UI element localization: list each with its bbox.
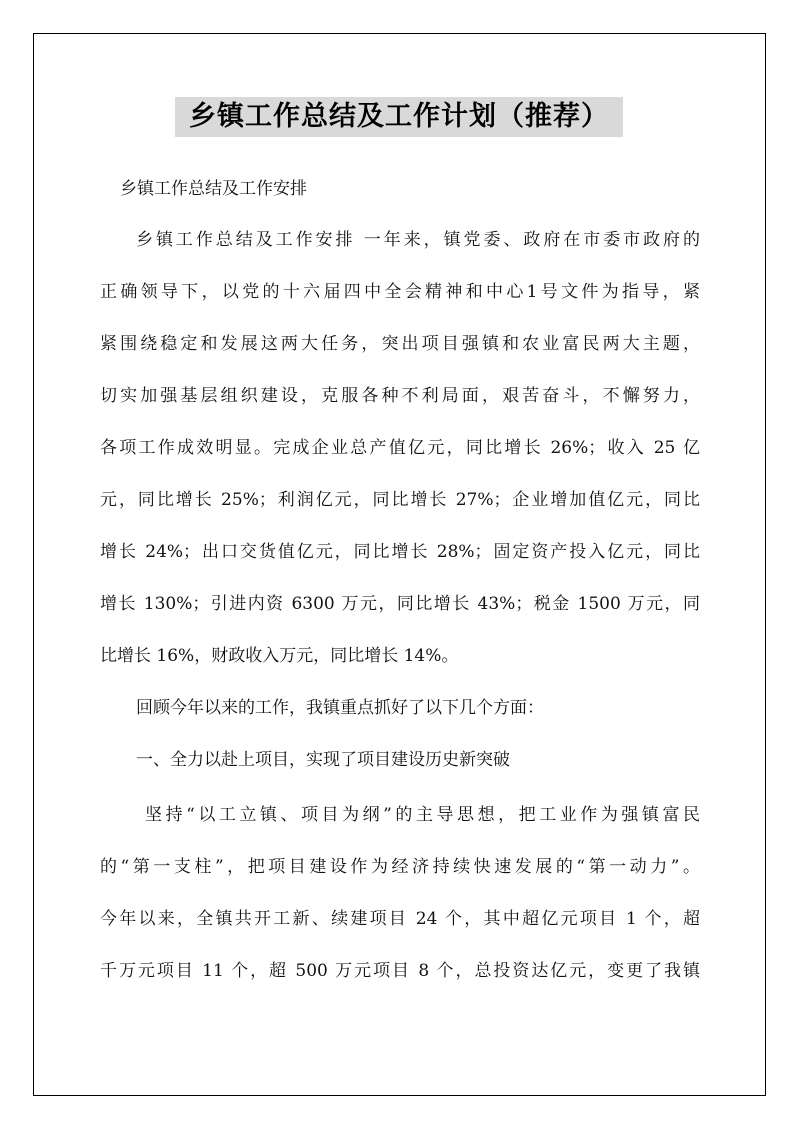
paragraph-1-line-8: 增长 130%；引进内资 6300 万元，同比增长 43%；税金 1500 万元，同 bbox=[100, 594, 700, 614]
paragraph-1-line-2: 正确领导下，以党的十六届四中全会精神和中心1号文件为指导，紧 bbox=[100, 282, 700, 302]
paragraph-1-line-3: 紧围绕稳定和发展这两大任务，突出项目强镇和农业富民两大主题， bbox=[100, 334, 700, 354]
paragraph-3-line-2: 的“第一支柱”，把项目建设作为经济持续快速发展的“第一动力”。 bbox=[100, 857, 700, 877]
paragraph-3-line-1: 坚持“以工立镇、项目为纲”的主导思想，把工业作为强镇富民 bbox=[145, 805, 700, 825]
paragraph-1-line-6: 元，同比增长 25%；利润亿元，同比增长 27%；企业增加值亿元，同比 bbox=[100, 490, 700, 510]
paragraph-1-line-1: 乡镇工作总结及工作安排 一年来，镇党委、政府在市委市政府的 bbox=[136, 230, 700, 250]
paragraph-3-line-4: 千万元项目 11 个，超 500 万元项目 8 个，总投资达亿元，变更了我镇 bbox=[100, 961, 700, 981]
paragraph-1-line-9: 比增长 16%，财政收入万元，同比增长 14%。 bbox=[100, 646, 459, 666]
document-subtitle: 乡镇工作总结及工作安排 bbox=[120, 179, 307, 199]
paragraph-1-line-4: 切实加强基层组织建设，克服各种不利局面，艰苦奋斗，不懈努力， bbox=[100, 386, 700, 406]
paragraph-1-line-7: 增长 24%；出口交货值亿元，同比增长 28%；固定资产投入亿元，同比 bbox=[100, 542, 700, 562]
document-title: 乡镇工作总结及工作计划（推荐） bbox=[175, 97, 623, 137]
paragraph-3-line-3: 今年以来，全镇共开工新、续建项目 24 个，其中超亿元项目 1 个，超 bbox=[100, 909, 700, 929]
paragraph-2: 回顾今年以来的工作，我镇重点抓好了以下几个方面： bbox=[136, 698, 544, 718]
paragraph-1-line-5: 各项工作成效明显。完成企业总产值亿元，同比增长 26%；收入 25 亿 bbox=[100, 438, 700, 458]
section-heading-1: 一、全力以赴上项目，实现了项目建设历史新突破 bbox=[136, 750, 510, 770]
